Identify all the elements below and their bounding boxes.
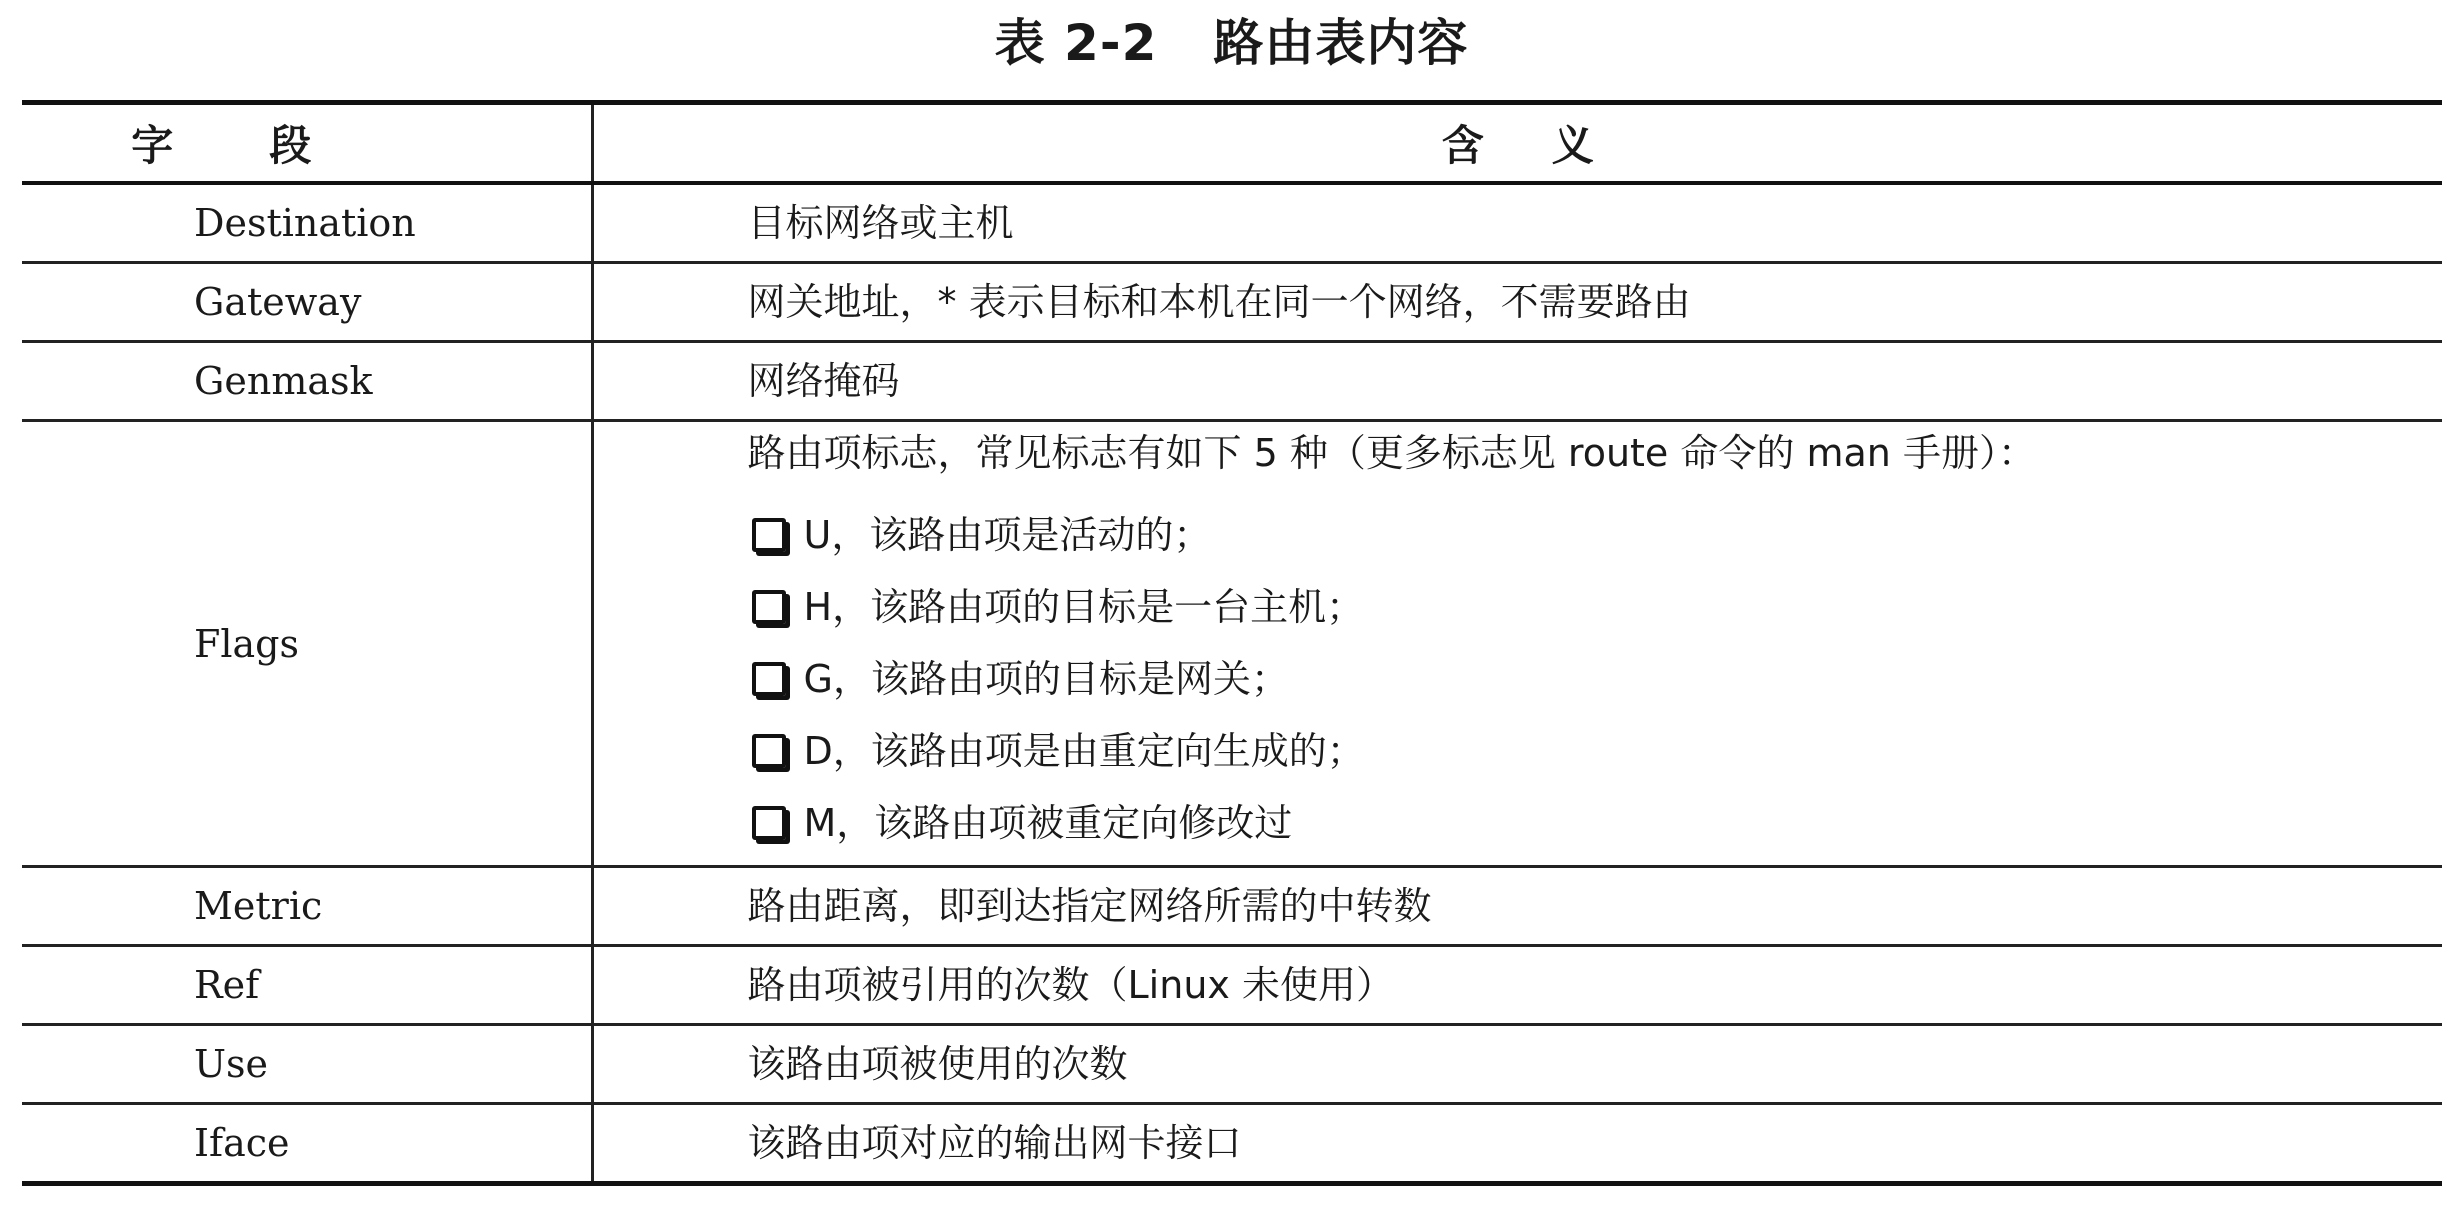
field-cell: Use [22,1025,592,1104]
table-row [22,263,2442,342]
meaning-cell: 路由项被引用的次数（Linux 未使用） [592,946,2442,1025]
checkbox-bullet-icon [752,590,786,624]
checkbox-bullet-icon [752,806,786,840]
meaning-cell: 路由距离，即到达指定网络所需的中转数 [592,867,2442,946]
checkbox-bullet-icon [752,734,786,768]
flag-text: U，该路由项是活动的； [803,512,1212,557]
flag-list-item [748,643,2443,715]
table-row [22,867,2442,946]
flag-list-item [748,571,2443,643]
table-row [22,1104,2442,1184]
meaning-cell: 该路由项对应的输出网卡接口 [592,1104,2442,1184]
field-cell: Destination [22,183,592,263]
meaning-cell: 该路由项被使用的次数 [592,1025,2442,1104]
field-cell: Flags [22,421,592,867]
field-cell: Iface [22,1104,592,1184]
checkbox-bullet-icon [752,662,786,696]
flag-list-item [748,499,2443,571]
table-row [22,946,2442,1025]
field-cell: Ref [22,946,592,1025]
table-row [22,342,2442,421]
table-header-row [22,103,2442,184]
table-caption [0,8,2463,78]
flag-text: M，该路由项被重定向修改过 [803,800,1293,845]
table-title: 路由表内容 [1213,14,1469,72]
table-row [22,183,2442,263]
meaning-cell [592,421,2442,867]
header-meaning: 含义 [592,103,2442,184]
meaning-cell: 网络掩码 [592,342,2442,421]
table-row [22,1025,2442,1104]
checkbox-bullet-icon [752,518,786,552]
flags-intro: 路由项标志，常见标志有如下 5 种（更多标志见 route 命令的 man 手册）： [747,430,2036,475]
table-row-flags [22,421,2442,867]
flag-text: H，该路由项的目标是一台主机； [803,584,1365,629]
flag-list-item [748,787,2443,859]
routing-table [22,100,2442,1186]
header-field: 字段 [22,103,592,184]
field-cell: Genmask [22,342,592,421]
flag-text: G，该路由项的目标是网关； [803,656,1289,701]
meaning-cell: 网关地址，* 表示目标和本机在同一个网络，不需要路由 [592,263,2442,342]
field-cell: Metric [22,867,592,946]
table-number: 表 2-2 [994,14,1158,72]
flag-list-item [748,715,2443,787]
field-cell: Gateway [22,263,592,342]
flag-text: D，该路由项是由重定向生成的； [803,728,1365,773]
meaning-cell: 目标网络或主机 [592,183,2442,263]
